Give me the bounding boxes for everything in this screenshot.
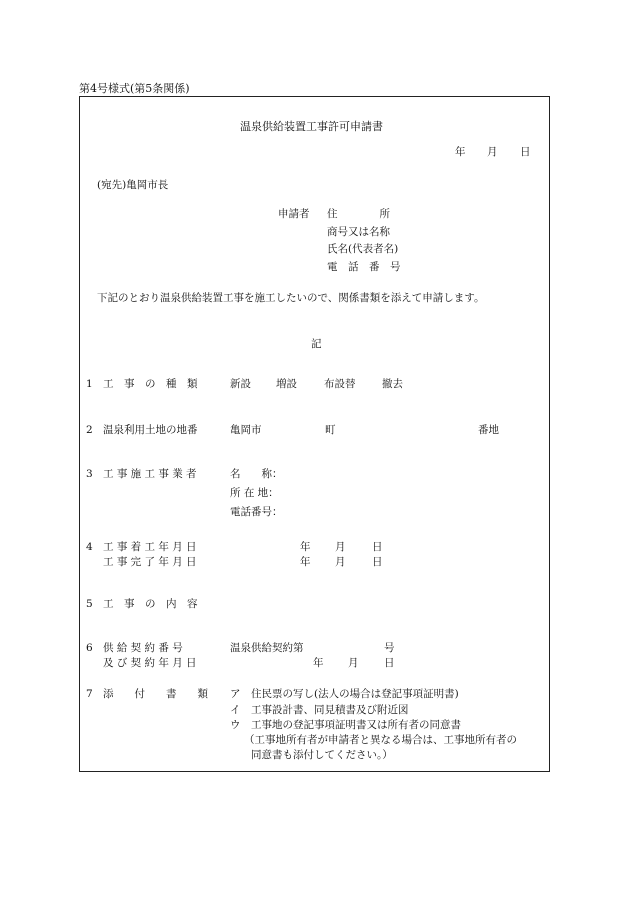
- date-month: 月: [487, 146, 498, 158]
- item-7-number: 7: [86, 688, 93, 700]
- form-title: 温泉供給装置工事許可申請書: [240, 120, 383, 133]
- attachment-a-mark: ア: [230, 688, 241, 700]
- ki-heading: 記: [311, 338, 322, 350]
- contract-month: 月: [348, 657, 359, 669]
- addressee: (宛先)亀岡市長: [97, 179, 169, 191]
- attachment-a-text: 住民票の写し(法人の場合は登記事項証明書): [251, 688, 459, 700]
- lot-number: 番地: [478, 424, 499, 436]
- attachment-note-line1: （工事地所有者が申請者と異なる場合は、工事地所有者の: [244, 734, 517, 746]
- item-4-start-label: 工 事 着 工 年 月 日: [103, 541, 197, 553]
- option-replace: 布設替: [324, 378, 356, 390]
- body-text: 下記のとおり温泉供給装置工事を施工したいので、関係書類を添えて申請します。: [97, 292, 485, 304]
- option-add: 増設: [276, 378, 297, 390]
- item-6-label-a: 供 給 契 約 番 号: [103, 642, 183, 654]
- attachment-u-mark: ウ: [230, 719, 241, 731]
- start-day: 日: [372, 541, 383, 553]
- item-2-label: 温泉利用土地の地番: [103, 424, 198, 436]
- item-3-number: 3: [86, 468, 93, 480]
- item-6-number: 6: [86, 642, 93, 654]
- lot-city: 亀岡市: [230, 424, 262, 436]
- item-2-number: 2: [86, 424, 93, 436]
- attachment-note-line2: 同意書も添付してください。）: [251, 749, 393, 761]
- attachment-u-text: 工事地の登記事項証明書又は所有者の同意書: [251, 719, 461, 731]
- option-new: 新設: [230, 378, 251, 390]
- contract-prefix: 温泉供給契約第: [230, 642, 304, 654]
- applicant-trade-name: 商号又は名称: [327, 226, 390, 238]
- item-6-label-b: 及 び 契 約 年 月 日: [103, 657, 197, 669]
- item-1-number: 1: [86, 378, 93, 390]
- item-4-number: 4: [86, 541, 93, 553]
- contract-suffix: 号: [384, 642, 395, 654]
- item-5-number: 5: [86, 598, 93, 610]
- option-remove: 撤去: [382, 378, 403, 390]
- contractor-location: 所 在 地：: [230, 487, 279, 499]
- form-label: 第4号様式(第5条関係): [79, 82, 190, 95]
- date-year: 年: [455, 146, 466, 158]
- item-7-label: 添 付 書 類: [103, 688, 208, 700]
- applicant-address: 住 所: [327, 208, 390, 220]
- end-day: 日: [372, 556, 383, 568]
- applicant-phone: 電 話 番 号: [327, 261, 401, 273]
- end-month: 月: [335, 556, 346, 568]
- contractor-name: 名 称：: [230, 468, 283, 480]
- attachment-i-text: 工事設計書、同見積書及び附近図: [251, 704, 409, 716]
- lot-town: 町: [325, 424, 336, 436]
- applicant-label: 申請者: [278, 208, 310, 220]
- item-4-end-label: 工 事 完 了 年 月 日: [103, 556, 197, 568]
- end-year: 年: [300, 556, 311, 568]
- start-year: 年: [300, 541, 311, 553]
- item-5-label: 工 事 の 内 容: [103, 598, 198, 610]
- contract-year: 年: [313, 657, 324, 669]
- attachment-i-mark: イ: [230, 704, 241, 716]
- applicant-name: 氏名(代表者名): [327, 243, 399, 255]
- start-month: 月: [335, 541, 346, 553]
- item-1-label: 工 事 の 種 類: [103, 378, 198, 390]
- date-day: 日: [520, 146, 531, 158]
- item-3-label: 工 事 施 工 事 業 者: [103, 468, 197, 480]
- contract-day: 日: [384, 657, 395, 669]
- contractor-phone: 電話番号：: [230, 506, 283, 518]
